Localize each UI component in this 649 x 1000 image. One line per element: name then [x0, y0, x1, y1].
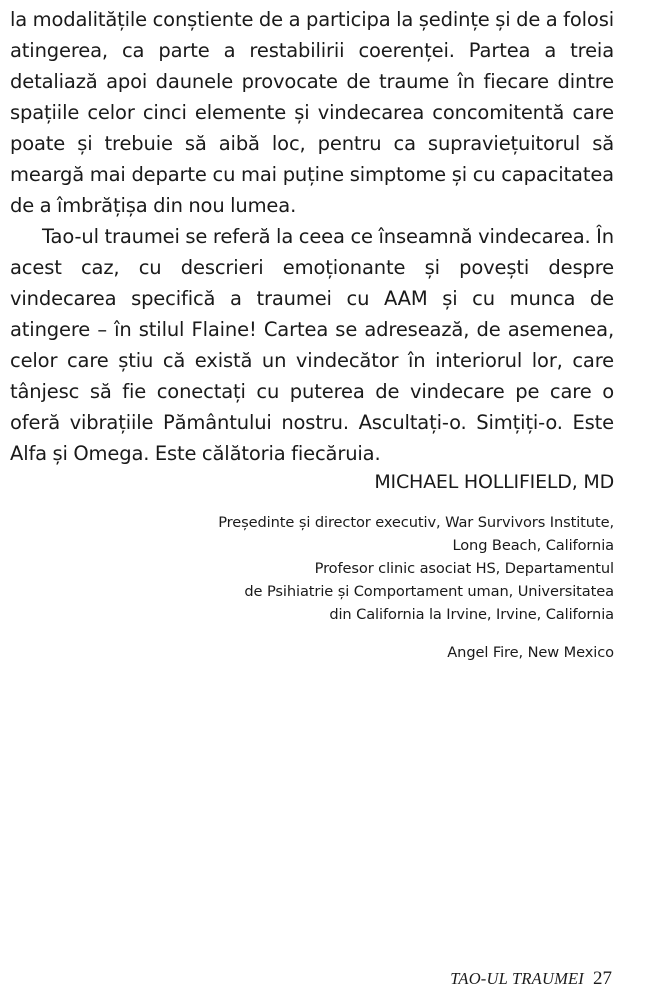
page-footer — [450, 968, 612, 990]
paragraph-2: Tao-ul traumei se referă la ceea ce înseamnă vindecarea. În acest caz, cu descrieri emoționante și povești despre vindecarea specifică a traumei cu AAM și cu munca de atingere – în stilul Flaine! Cartea se adresează, de asemenea, celor care știu că există un vindecător în interiorul lor, care tânjesc să fie conectați cu puterea de vindecare pe care o oferă vibrațiile Pământului nostru. Ascultați-o. Simțiți-o. Este Alfa și Omega. Este călătoria fiecăruia. — [10, 225, 614, 465]
paragraph-1: la modalitățile conștiente de a participa la ședințe și de a folosi atingerea, ca parte a restabilirii coerenței. Partea a treia detaliază apoi daunele provocate de traume în fiecare dintre spațiile celor cinci elemente și vindecarea concomitentă care poate și trebuie să aibă loc, pentru ca supraviețuitorul să meargă mai departe cu mai puține simptome și cu capacitatea de a îmbrățișa din nou lumea. — [10, 8, 614, 217]
signature-location: Angel Fire, New Mexico — [447, 644, 614, 661]
affiliation-line: Profesor clinic asociat HS, Departamentul — [314, 560, 614, 577]
affiliation-line: de Psihiatrie și Comportament uman, Universitatea — [244, 583, 614, 600]
affiliation-line: din California la Irvine, Irvine, California — [329, 606, 614, 623]
affiliation-line: Long Beach, California — [452, 537, 614, 554]
running-title: TAO-UL TRAUMEI — [450, 969, 584, 988]
affiliation-line: Președinte și director executiv, War Survivors Institute, — [218, 514, 614, 531]
signature-affiliation — [94, 511, 614, 626]
page-number: 27 — [593, 968, 612, 989]
body-text — [10, 4, 614, 469]
signature-name: MICHAEL HOLLIFIELD, MD — [374, 471, 614, 493]
